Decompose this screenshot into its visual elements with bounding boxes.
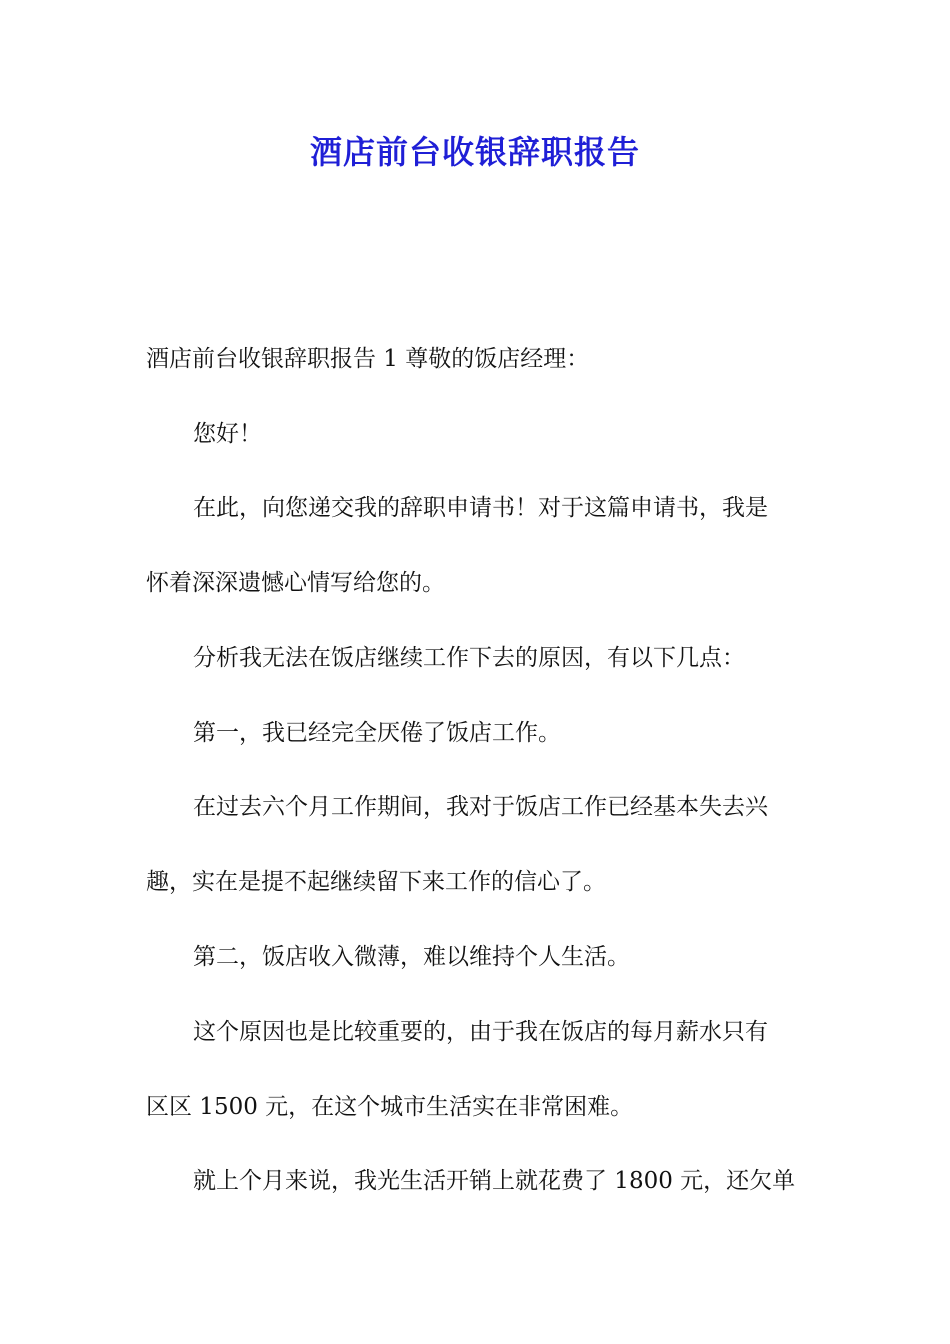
- paragraph-line: 怀着深深遗憾心情写给您的。: [146, 570, 445, 596]
- paragraph-line: 区区 1500 元，在这个城市生活实在非常困难。: [146, 1094, 634, 1120]
- paragraph-line: 酒店前台收银辞职报告 1 尊敬的饭店经理：: [146, 346, 590, 372]
- paragraph-line: 在此，向您递交我的辞职申请书！对于这篇申请书，我是: [193, 495, 768, 521]
- paragraph-line: 在过去六个月工作期间，我对于饭店工作已经基本失去兴: [193, 794, 768, 820]
- paragraph-line: 趣，实在是提不起继续留下来工作的信心了。: [146, 869, 606, 895]
- paragraph-line: 分析我无法在饭店继续工作下去的原因，有以下几点：: [193, 645, 745, 671]
- paragraph-line: 第一，我已经完全厌倦了饭店工作。: [193, 720, 561, 746]
- document-title: 酒店前台收银辞职报告: [309, 133, 640, 171]
- paragraph-line: 这个原因也是比较重要的，由于我在饭店的每月薪水只有: [193, 1019, 768, 1045]
- paragraph-line: 就上个月来说，我光生活开销上就花费了 1800 元，还欠单: [193, 1168, 796, 1194]
- paragraph-line: 第二，饭店收入微薄，难以维持个人生活。: [193, 944, 630, 970]
- paragraph-line: 您好！: [193, 421, 262, 447]
